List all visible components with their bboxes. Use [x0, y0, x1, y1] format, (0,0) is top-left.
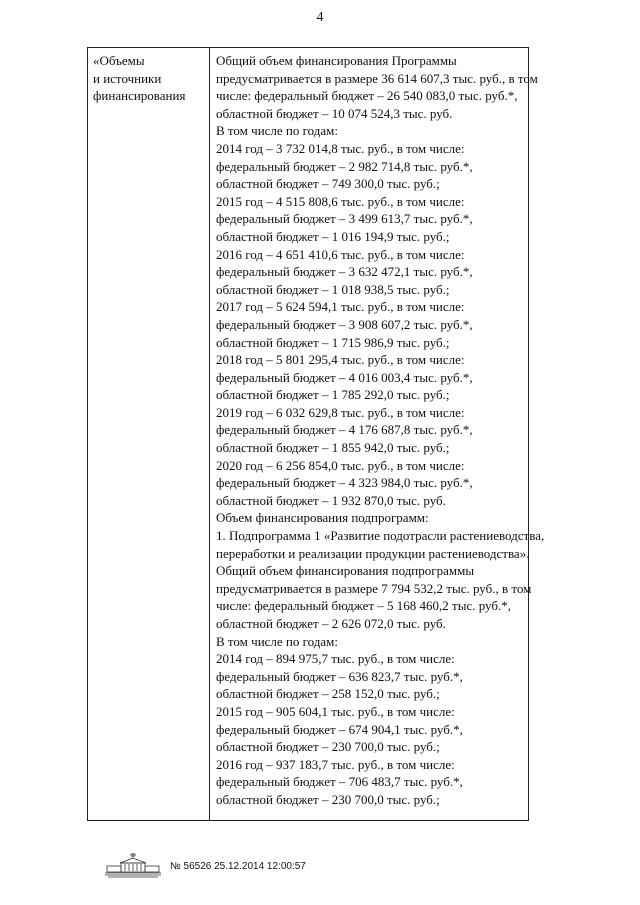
content-line: 2015 год – 905 604,1 тыс. руб., в том числе:: [216, 703, 455, 719]
column-divider: [209, 48, 210, 820]
registration-stamp: [104, 852, 354, 882]
content-line: Общий объем финансирования подпрограммы: [216, 563, 475, 579]
content-line: федеральный бюджет – 4 323 984,0 тыс. руб.*,: [216, 475, 473, 491]
content-line: областной бюджет – 230 700,0 тыс. руб.;: [216, 791, 440, 807]
content-line: областной бюджет – 1 016 194,9 тыс. руб.;: [216, 228, 450, 244]
content-line: областной бюджет – 1 018 938,5 тыс. руб.;: [216, 281, 450, 297]
financing-table: [87, 47, 545, 821]
content-line: федеральный бюджет – 3 499 613,7 тыс. руб.*,: [216, 211, 473, 227]
content-line: областной бюджет – 749 300,0 тыс. руб.;: [216, 176, 440, 192]
content-line: областной бюджет – 258 152,0 тыс. руб.;: [216, 686, 440, 702]
content-line: федеральный бюджет – 706 483,7 тыс. руб.*,: [216, 774, 463, 790]
content-line: федеральный бюджет – 2 982 714,8 тыс. руб.*,: [216, 158, 473, 174]
content-line: областной бюджет – 230 700,0 тыс. руб.;: [216, 739, 440, 755]
government-building-icon: [104, 852, 162, 880]
content-line: 2014 год – 3 732 014,8 тыс. руб., в том числе:: [216, 140, 465, 156]
table-label-cell: [93, 52, 205, 105]
content-line: 2018 год – 5 801 295,4 тыс. руб., в том числе:: [216, 352, 465, 368]
content-line: областной бюджет – 1 855 942,0 тыс. руб.;: [216, 440, 450, 456]
content-line: числе: федеральный бюджет – 26 540 083,0 тыс. руб.*,: [216, 88, 518, 104]
content-line: 1. Подпрограмма 1 «Развитие подотрасли растениеводства,: [216, 528, 545, 544]
content-line: числе: федеральный бюджет – 5 168 460,2 тыс. руб.*,: [216, 598, 511, 614]
page-number: 4: [316, 10, 324, 25]
content-line: областной бюджет – 2 626 072,0 тыс. руб.: [216, 616, 446, 631]
content-line: областной бюджет – 10 074 524,3 тыс. руб.: [216, 105, 453, 121]
content-line: 2016 год – 4 651 410,6 тыс. руб., в том числе:: [216, 246, 465, 262]
label-line: и источники: [93, 70, 162, 86]
content-line: В том числе по годам:: [216, 123, 338, 139]
content-line: федеральный бюджет – 636 823,7 тыс. руб.*,: [216, 668, 463, 684]
content-line: федеральный бюджет – 674 904,1 тыс. руб.*,: [216, 721, 463, 737]
content-line: областной бюджет – 1 932 870,0 тыс. руб.: [216, 492, 446, 508]
content-line: федеральный бюджет – 4 016 003,4 тыс. руб.*,: [216, 369, 473, 385]
content-line: областной бюджет – 1 785 292,0 тыс. руб.;: [216, 387, 450, 403]
content-line: 2016 год – 937 183,7 тыс. руб., в том числе:: [216, 756, 455, 772]
content-line: Общий объем финансирования Программы: [216, 53, 457, 68]
content-line: федеральный бюджет – 3 632 472,1 тыс. руб.*,: [216, 264, 473, 280]
content-line: переработки и реализации продукции растениеводства».: [216, 545, 530, 561]
content-line: федеральный бюджет – 3 908 607,2 тыс. руб.*,: [216, 316, 473, 332]
content-line: 2019 год – 6 032 629,8 тыс. руб., в том числе:: [216, 404, 465, 420]
content-line: 2017 год – 5 624 594,1 тыс. руб., в том числе:: [216, 299, 465, 315]
content-line: областной бюджет – 1 715 986,9 тыс. руб.;: [216, 334, 450, 350]
content-line: предусматривается в размере 7 794 532,2 тыс. руб., в том: [216, 580, 532, 596]
content-line: В том числе по годам:: [216, 633, 338, 649]
table-content-cell: [216, 52, 545, 809]
content-line: Объем финансирования подпрограмм:: [216, 510, 429, 526]
content-line: федеральный бюджет – 4 176 687,8 тыс. руб.*,: [216, 422, 473, 438]
label-line: «Объемы: [93, 53, 145, 68]
content-line: 2014 год – 894 975,7 тыс. руб., в том числе:: [216, 651, 455, 667]
registration-number: № 56526 25.12.2014 12:00:57: [170, 861, 306, 872]
content-line: 2020 год – 6 256 854,0 тыс. руб., в том числе:: [216, 457, 465, 473]
content-line: предусматривается в размере 36 614 607,3 тыс. руб., в том: [216, 70, 538, 86]
content-line: 2015 год – 4 515 808,6 тыс. руб., в том числе:: [216, 193, 465, 209]
label-line: финансирования: [93, 88, 186, 104]
